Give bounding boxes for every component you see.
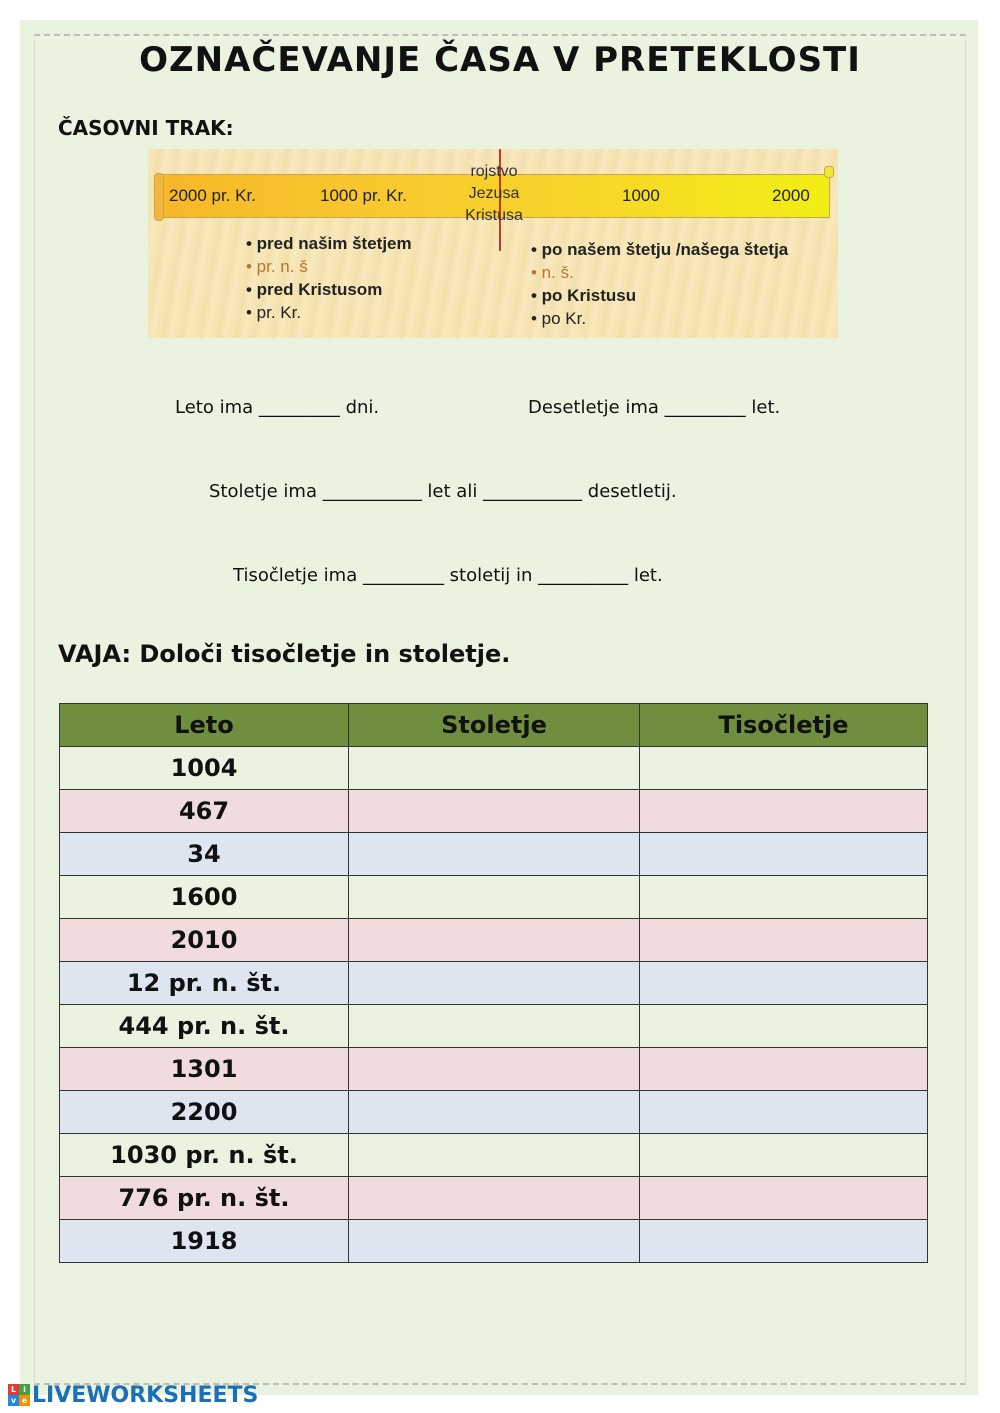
century-answer-cell[interactable] [349,1091,640,1134]
timeline-image [148,149,838,338]
table-row [60,1091,928,1134]
century-answer-cell[interactable] [349,1005,640,1048]
list-item: • pr. n. š [246,257,308,276]
table-row [60,1048,928,1091]
year-cell: 1918 [60,1220,349,1263]
logo-icon: L i v e [8,1384,30,1406]
century-answer-cell[interactable] [349,747,640,790]
list-item: • po Kristusu [531,286,637,305]
millennium-answer-cell[interactable] [640,1220,928,1263]
fill-in-decade-years[interactable]: Desetletje ima _________ let. [528,397,781,418]
millennium-answer-cell[interactable] [640,790,928,833]
table-row [60,876,928,919]
year-cell: 2200 [60,1091,349,1134]
column-header-stoletje: Stoletje [349,704,640,747]
millennium-answer-cell[interactable] [640,833,928,876]
year-cell: 776 pr. n. št. [60,1177,349,1220]
list-item: • po našem štetju /našega štetja [531,240,789,259]
century-answer-cell[interactable] [349,876,640,919]
list-item: • pred Kristusom [246,280,383,299]
scroll-cap-left [154,173,164,221]
year-cell: 1004 [60,747,349,790]
century-answer-cell[interactable] [349,1048,640,1091]
scroll-cap-right [824,166,834,178]
millennium-answer-cell[interactable] [640,1134,928,1177]
millennium-answer-cell[interactable] [640,1091,928,1134]
tick-label: 2000 [772,186,810,205]
year-cell: 1030 pr. n. št. [60,1134,349,1177]
exercise-title: VAJA: Določi tisočletje in stoletje. [58,640,511,668]
century-answer-cell[interactable] [349,833,640,876]
tick-label: 1000 pr. Kr. [320,186,407,205]
fill-in-year-days[interactable]: Leto ima _________ dni. [175,397,380,418]
list-item: • pr. Kr. [246,303,302,322]
list-item: • n. š. [531,263,574,282]
century-answer-cell[interactable] [349,790,640,833]
year-cell: 467 [60,790,349,833]
year-cell: 2010 [60,919,349,962]
fill-in-century[interactable]: Stoletje ima ___________ let ali ___________ desetletij. [209,481,677,502]
table-row [60,747,928,790]
millennium-answer-cell[interactable] [640,1005,928,1048]
table-row [60,1177,928,1220]
year-cell: 12 pr. n. št. [60,962,349,1005]
column-header-tisocletje: Tisočletje [640,704,928,747]
year-cell: 34 [60,833,349,876]
exercise-table [59,703,928,1263]
table-row [60,962,928,1005]
table-row [60,919,928,962]
millennium-answer-cell[interactable] [640,962,928,1005]
century-answer-cell[interactable] [349,919,640,962]
year-cell: 444 pr. n. št. [60,1005,349,1048]
before-christ-list [246,232,412,324]
table-row [60,833,928,876]
century-answer-cell[interactable] [349,962,640,1005]
millennium-answer-cell[interactable] [640,876,928,919]
table-row [60,1220,928,1263]
year-cell: 1600 [60,876,349,919]
timeline-label: ČASOVNI TRAK: [58,116,234,140]
century-answer-cell[interactable] [349,1134,640,1177]
year-cell: 1301 [60,1048,349,1091]
millennium-answer-cell[interactable] [640,747,928,790]
table-row [60,1005,928,1048]
page-title: OZNAČEVANJE ČASA V PRETEKLOSTI [139,40,861,80]
table-row [60,790,928,833]
after-christ-list [531,238,788,330]
tick-label: 1000 [622,186,660,205]
millennium-answer-cell[interactable] [640,919,928,962]
table-row [60,1134,928,1177]
column-header-leto: Leto [60,704,349,747]
table-header-row [60,704,928,747]
fill-in-millennium[interactable]: Tisočletje ima _________ stoletij in __________ let. [233,565,663,586]
list-item: • po Kr. [531,309,587,328]
century-answer-cell[interactable] [349,1220,640,1263]
logo-text: LIVEWORKSHEETS [32,1382,259,1408]
liveworksheets-logo [8,1384,258,1406]
century-answer-cell[interactable] [349,1177,640,1220]
millennium-answer-cell[interactable] [640,1048,928,1091]
millennium-answer-cell[interactable] [640,1177,928,1220]
tick-label: 2000 pr. Kr. [169,186,256,205]
birth-label: rojstvo Jezusa Kristusa [465,163,523,224]
list-item: • pred našim štetjem [246,234,412,253]
